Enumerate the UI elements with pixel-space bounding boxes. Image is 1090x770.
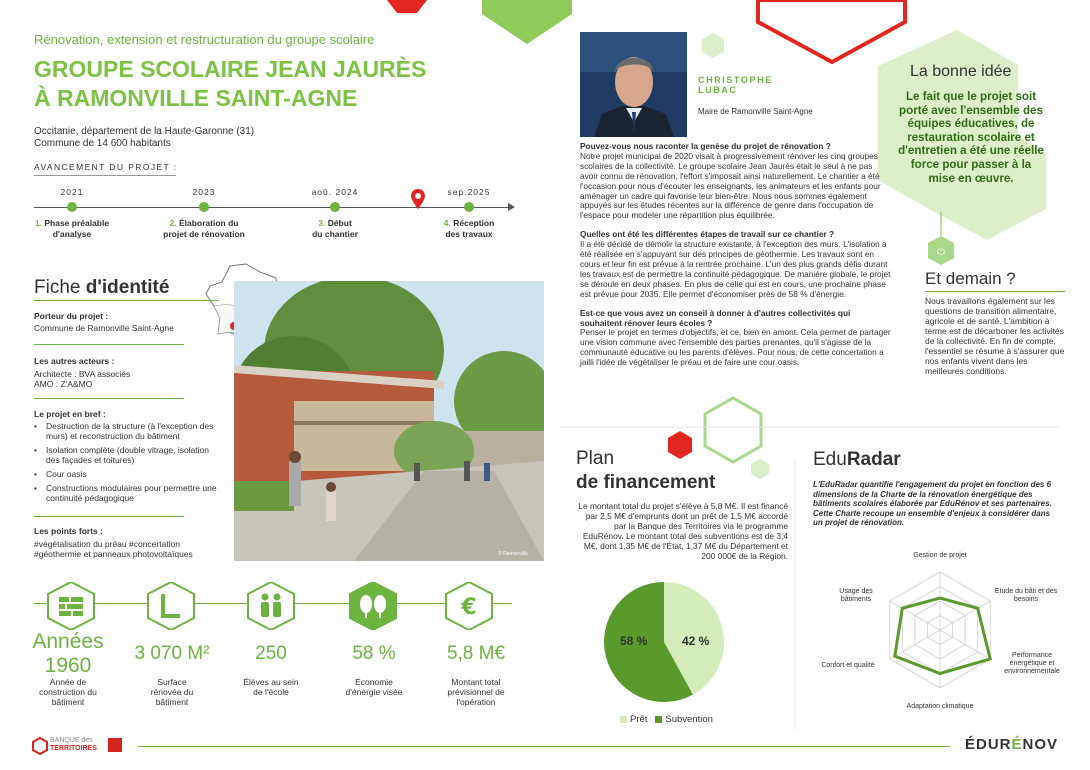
banque-territoires-logo: BANQUE des TERRITOIRES bbox=[50, 737, 97, 752]
timeline-dot-3 bbox=[330, 202, 340, 212]
svg-text:€: € bbox=[461, 595, 477, 620]
fiche-separator-1 bbox=[34, 344, 184, 345]
demain-title: Et demain ? bbox=[925, 269, 1016, 288]
hex-outline-red bbox=[758, 0, 905, 62]
radar-axis-label-6: Usage des bâtiments bbox=[839, 588, 873, 603]
project-title: GROUPE SCOLAIRE JEAN JAURÈS À RAMONVILLE SAINT-AGNE bbox=[34, 56, 427, 111]
timeline-step-4: 4. Réception des travaux bbox=[443, 218, 495, 239]
fiche-separator-3 bbox=[34, 516, 184, 517]
bonne-idee-text: Le fait que le projet soit porté avec l'ensemble des équipes éducatives, de restauration scolaire et d'entretien a été une réelle force pour passer à la mise en œuvre. bbox=[898, 90, 1044, 185]
location-pin-icon bbox=[411, 189, 425, 209]
hex-small-2 bbox=[751, 459, 769, 479]
demain-text: Nous travaillons également sur les questions de transition alimentaire, agricole et de santé. L'ambition à terme est de décarboner les activités de la collectivité. En fin de compte, l'essentiel se résume à s'assurer que nos enfants vivent dans les meilleures conditions. bbox=[925, 296, 1065, 376]
stat-label-surface: Surface rénovée du bâtiment bbox=[150, 677, 194, 707]
trees-icon bbox=[348, 582, 398, 630]
plan-text: Le montant total du projet s'élève à 5,8 M€. Il est financé par 2,5 M€ d'emprunts dont un prêt de 1,5 M€ accordé par la Banque des Territoires via le programme EduRénov. Le montant total des subventions est de 3,4 M€, dont 1,35 M€ de l'État, 1,37 M€ du Département et 200 000€ de la Région. bbox=[578, 501, 788, 561]
answer-1: Notre projet municipal de 2020 visait à progressivement rénover les cinq groupes scolaires de la collectivité. Le groupe scolaire Jean Jaurès était le seul à ne pas avoir connu de rénovation, l'effort s'imposait ainsi naturellement. Le chantier a été l'occasion pour nous d'écouter les enseignants, les animateurs et les enfants pour aménager un cadre qui favorise leur bien-être. Nous nous sommes également appuyés sur les études récentes sur la différence de genre dans l'occupation de l'espace pour modeler une répartition plus équilibrée. bbox=[580, 150, 881, 221]
surface-icon bbox=[146, 582, 196, 630]
hex-green-top bbox=[482, 0, 572, 44]
banque-territoires-logo-icon bbox=[32, 737, 48, 755]
bref-item: • Cour oasis bbox=[34, 469, 224, 479]
timeline-dot-4 bbox=[464, 202, 474, 212]
radar-axis-label-4: Adaptation climatique bbox=[906, 703, 974, 710]
porteur-value: Commune de Ramonville Saint-Agne bbox=[34, 323, 174, 333]
question-3: Est-ce que vous avez un conseil à donner à d'autres collectivités qui souhaitent rénover leurs écoles ? bbox=[580, 307, 851, 328]
edurenov-logo: ÉDURÉNOV bbox=[965, 736, 1059, 753]
legend-swatch-subvention bbox=[655, 716, 662, 723]
radar-axis-label-1: Gestion de projet bbox=[913, 552, 967, 559]
footer-line bbox=[138, 746, 950, 747]
timeline-year-2: 2023 bbox=[192, 187, 216, 197]
pie-label-subvention: 58 % bbox=[620, 634, 648, 648]
timeline-step-2: 2. Élaboration du projet de rénovation bbox=[163, 218, 245, 239]
legend-label-subvention: Subvention bbox=[665, 714, 713, 725]
timeline-step-3: 3. Début du chantier bbox=[312, 218, 358, 239]
stat-value-surface: 3 070 M² bbox=[134, 643, 210, 664]
eduradar-title: EduRadar bbox=[813, 449, 901, 470]
timeline-step-1: 1. Phase préalable d'analyse bbox=[34, 218, 110, 239]
timeline-year-1: 2021 bbox=[60, 187, 84, 197]
forts-label: Les points forts : bbox=[34, 526, 103, 536]
timeline-dot-2 bbox=[199, 202, 209, 212]
bref-item: • Destruction de la structure (à l'exception des murs) et reconstruction du bâtiment bbox=[34, 421, 224, 441]
fiche-title: Fiche d'identité bbox=[34, 277, 170, 298]
mayor-portrait bbox=[580, 32, 687, 137]
stat-label-energie: Économie d'énergie visée bbox=[345, 677, 403, 697]
timeline-arrow bbox=[508, 203, 515, 211]
mayor-role: Maire de Ramonville Saint-Agne bbox=[698, 107, 813, 116]
children-icon bbox=[246, 582, 296, 630]
brick-wall-icon bbox=[46, 582, 96, 630]
timeline-axis bbox=[34, 207, 510, 208]
stat-label-annees: Année de construction du bâtiment bbox=[39, 677, 97, 707]
euro-icon bbox=[444, 582, 494, 630]
stat-label-montant: Montant total prévisionnel de l'opération bbox=[447, 677, 505, 707]
project-location: Occitanie, département de la Haute-Garonne (31) Commune de 14 600 habitants bbox=[34, 126, 255, 149]
fiche-underline bbox=[34, 300, 218, 301]
fiche-separator-2 bbox=[34, 398, 184, 399]
answer-3: Penser le projet en termes d'objectifs, et ce, bien en amont. Cela permet de partager une vision commune avec l'ensemble des parties prenantes, qu'il s'agisse de la communauté éducative ou les parents d'élèves. Pour nous, de cette concertation a jailli l'idée de végétaliser le préau et de faire une cour oasis. bbox=[580, 327, 891, 368]
answer-2: Il a été décidé de démolir la structure existante, à l'exception des murs. L'isolation a été réalisée en s'appuyant sur des principes de géothermie. Les travaux sont en cours et leur fin est prévue à la rentrée prochaine. L'un des plus grands défis durant les travaux est de permettre la continuité pédagogique. De manière globale, le projet se déroule en deux phases. En plus de celle qui est en cours, une prochaine phase est prévue pour 2035. Elle permet d'économiser près de 58 % d'énergie. bbox=[580, 239, 891, 299]
eduradar-text: L'EduRadar quantifie l'engagement du projet en fonction des 6 dimensions de la Charte de la rénovation énergétique des bâtiments scolaires élaborée par EduRénov et ses partenaires. Cette Charte recoupe un ensemble d'enjeux à considérer dans un projet de rénovation. bbox=[813, 480, 1052, 528]
stat-label-eleves: Élèves au sein de l'école bbox=[243, 677, 299, 697]
mayor-name: CHRISTOPHE LUBAC bbox=[698, 75, 773, 95]
bref-item: • Constructions modulaires pour permettre une continuité pédagogique bbox=[34, 483, 224, 503]
stat-value-eleves: 250 bbox=[255, 643, 287, 664]
forts-value: #végétalisation du préau #concertation #géothermie et panneaux photovoltaïques bbox=[34, 539, 193, 559]
radar-axis-label-5: Confort et qualité bbox=[821, 662, 875, 669]
radar-axis-label-2: Etude du bâti et des besoins bbox=[994, 588, 1058, 603]
school-photo bbox=[234, 281, 544, 561]
radar-axis-label-3: Performance énergétique et environnementale bbox=[1004, 652, 1060, 675]
eduradar-chart bbox=[880, 560, 1000, 700]
plan-title: Plan de financement bbox=[576, 448, 716, 493]
caisse-depots-logo-icon bbox=[108, 738, 122, 752]
interview-text bbox=[580, 142, 892, 377]
project-subtitle: Rénovation, extension et restructuration du groupe scolaire bbox=[34, 32, 375, 47]
timeline-label: AVANCEMENT DU PROJET : bbox=[34, 162, 178, 172]
demain-underline bbox=[925, 291, 1065, 292]
pie-legend bbox=[620, 714, 713, 725]
stat-value-energie: 58 % bbox=[352, 643, 396, 664]
bref-item: • Isolation complète (double vitrage, isolation des façades et toitures) bbox=[34, 445, 224, 465]
bonne-idee-title: La bonne idée bbox=[910, 63, 1012, 80]
hex-red-top bbox=[387, 0, 427, 13]
timeline-year-3: aoû. 2024 bbox=[311, 187, 359, 197]
photo-credit: © Ramonvilla bbox=[498, 551, 528, 557]
question-2: Quelles ont été les différentes étapes de travail sur ce chantier ? bbox=[580, 229, 835, 240]
bref-list bbox=[34, 421, 224, 507]
stat-value-annees: Années 1960 bbox=[32, 630, 104, 677]
legend-label-pret: Prêt bbox=[630, 714, 648, 725]
legend-swatch-pret bbox=[620, 716, 627, 723]
question-1: Pouvez-vous nous raconter la genèse du projet de rénovation ? bbox=[580, 141, 831, 151]
bref-label: Le projet en bref : bbox=[34, 409, 106, 419]
acteurs-label: Les autres acteurs : bbox=[34, 356, 115, 366]
stat-value-montant: 5,8 M€ bbox=[446, 643, 506, 664]
timeline-dot-1 bbox=[67, 202, 77, 212]
porteur-label: Porteur du projet : bbox=[34, 311, 109, 321]
pie-label-pret: 42 % bbox=[682, 634, 710, 648]
timeline-label-underline bbox=[34, 175, 176, 176]
acteurs-value: Architecte : BVA associés AMO : Z'A&MO bbox=[34, 369, 131, 389]
hex-small-1 bbox=[702, 33, 724, 58]
svg-text:⏻: ⏻ bbox=[937, 247, 945, 258]
timeline-year-4: sep.2025 bbox=[447, 187, 491, 197]
